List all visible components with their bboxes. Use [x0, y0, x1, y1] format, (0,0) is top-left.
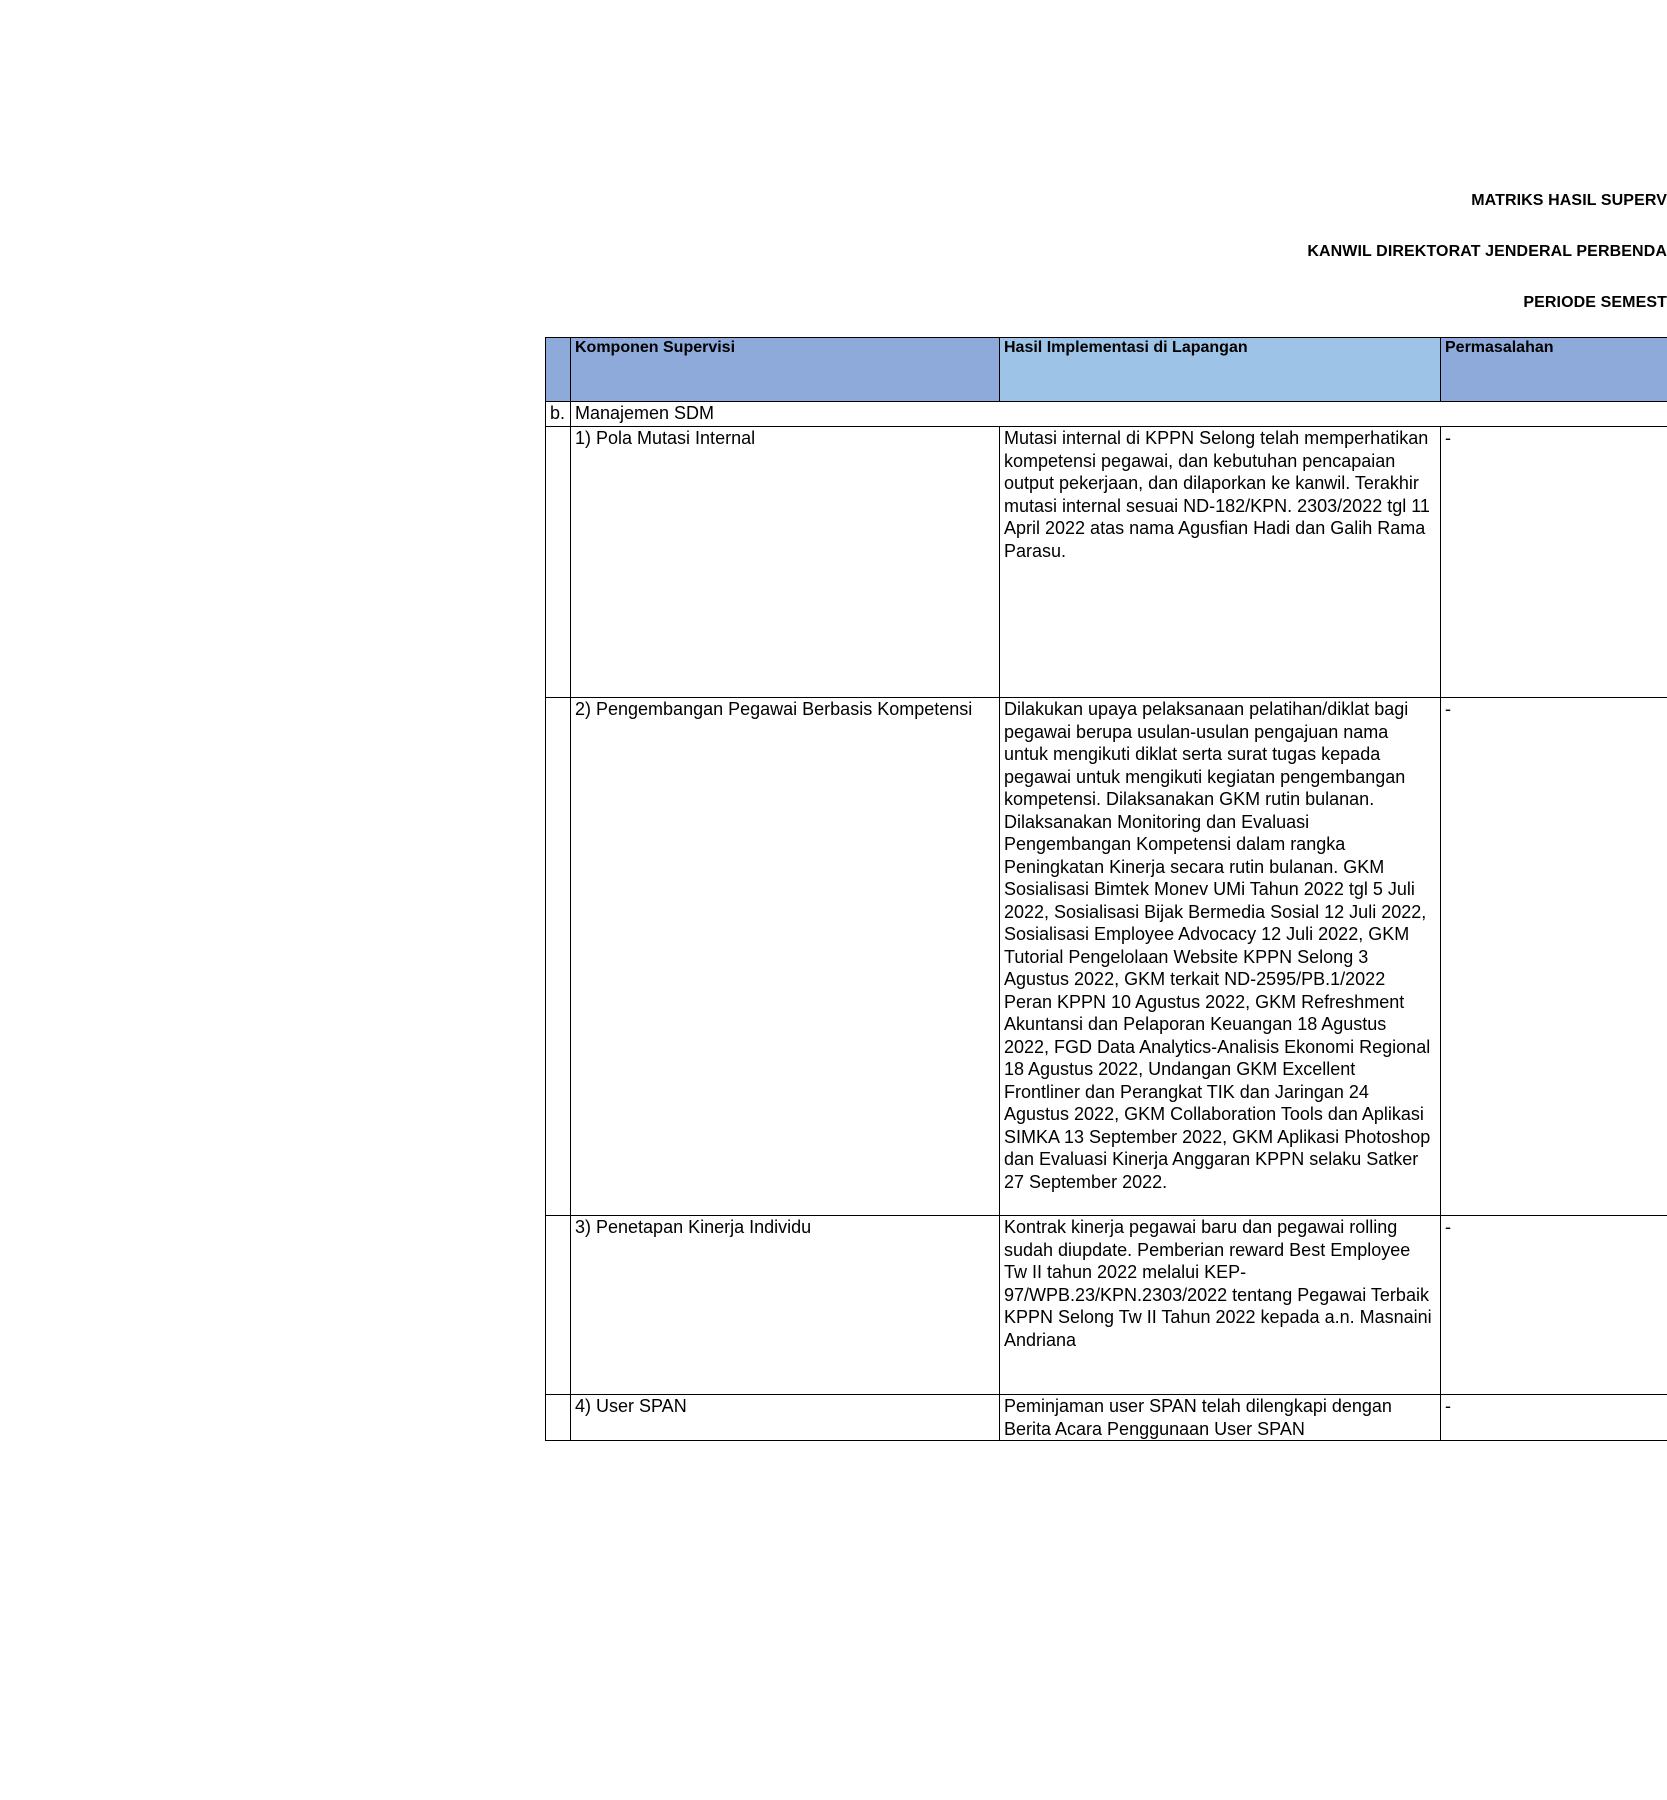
table-row: [546, 1395, 1667, 1441]
komponen-cell: 4) User SPAN: [571, 1395, 1000, 1441]
table-header-row: [546, 338, 1667, 402]
header-no: [546, 338, 571, 402]
hasil-cell: Peminjaman user SPAN telah dilengkapi dengan Berita Acara Penggunaan User SPAN: [1000, 1395, 1441, 1441]
komponen-cell: 3) Penetapan Kinerja Individu: [571, 1216, 1000, 1395]
permasalahan-cell: -: [1441, 1395, 1667, 1441]
komponen-cell: 1) Pola Mutasi Internal: [571, 427, 1000, 698]
row-no-cell: [546, 698, 571, 1216]
section-row: [546, 402, 1667, 427]
row-no-cell: [546, 1395, 571, 1441]
row-no-cell: [546, 427, 571, 698]
header-permasalahan: Permasalahan: [1441, 338, 1667, 402]
table-row: [546, 427, 1667, 698]
supervision-matrix-table: [545, 337, 1667, 1441]
header-hasil-implementasi: Hasil Implementasi di Lapangan: [1000, 338, 1441, 402]
document-subtitle-period: PERIODE SEMEST: [1523, 294, 1667, 311]
table-row: [546, 698, 1667, 1216]
hasil-cell: Kontrak kinerja pegawai baru dan pegawai rolling sudah diupdate. Pemberian reward Best Employee Tw II tahun 2022 melalui KEP-97/WPB.23/KPN.2303/2022 tentang Pegawai Terbaik KPPN Selong Tw II Tahun 2022 kepada a.n. Masnaini Andriana: [1000, 1216, 1441, 1395]
permasalahan-cell: -: [1441, 1216, 1667, 1395]
permasalahan-cell: -: [1441, 427, 1667, 698]
hasil-cell: Mutasi internal di KPPN Selong telah memperhatikan kompetensi pegawai, dan kebutuhan pencapaian output pekerjaan, dan dilaporkan ke kanwil. Terakhir mutasi internal sesuai ND-182/KPN. 2303/2022 tgl 11 April 2022 atas nama Agusfian Hadi dan Galih Rama Parasu.: [1000, 427, 1441, 698]
hasil-cell: Dilakukan upaya pelaksanaan pelatihan/diklat bagi pegawai berupa usulan-usulan pengajuan nama untuk mengikuti diklat serta surat tugas kepada pegawai untuk mengikuti kegiatan pengembangan kompetensi. Dilaksanakan GKM rutin bulanan. Dilaksanakan Monitoring dan Evaluasi Pengembangan Kompetensi dalam rangka Peningkatan Kinerja secara rutin bulanan. GKM Sosialisasi Bimtek Monev UMi Tahun 2022 tgl 5 Juli 2022, Sosialisasi Bijak Bermedia Sosial 12 Juli 2022, Sosialisasi Employee Advocacy 12 Juli 2022, GKM Tutorial Pengelolaan Website KPPN Selong 3 Agustus 2022, GKM terkait ND-2595/PB.1/2022 Peran KPPN 10 Agustus 2022, GKM Refreshment Akuntansi dan Pelaporan Keuangan 18 Agustus 2022, FGD Data Analytics-Analisis Ekonomi Regional 18 Agustus 2022, Undangan GKM Excellent Frontliner dan Perangkat TIK dan Jaringan 24 Agustus 2022, GKM Collaboration Tools dan Aplikasi SIMKA 13 September 2022, GKM Aplikasi Photoshop dan Evaluasi Kinerja Anggaran KPPN selaku Satker 27 September 2022.: [1000, 698, 1441, 1216]
document-title: MATRIKS HASIL SUPERV: [1471, 192, 1667, 209]
permasalahan-cell: -: [1441, 698, 1667, 1216]
header-komponen-supervisi: Komponen Supervisi: [571, 338, 1000, 402]
section-title: Manajemen SDM: [571, 402, 1667, 427]
document-subtitle-office: KANWIL DIREKTORAT JENDERAL PERBENDA: [1307, 243, 1667, 260]
komponen-cell: 2) Pengembangan Pegawai Berbasis Kompetensi: [571, 698, 1000, 1216]
row-no-cell: [546, 1216, 571, 1395]
section-marker: b.: [546, 402, 571, 427]
table-row: [546, 1216, 1667, 1395]
